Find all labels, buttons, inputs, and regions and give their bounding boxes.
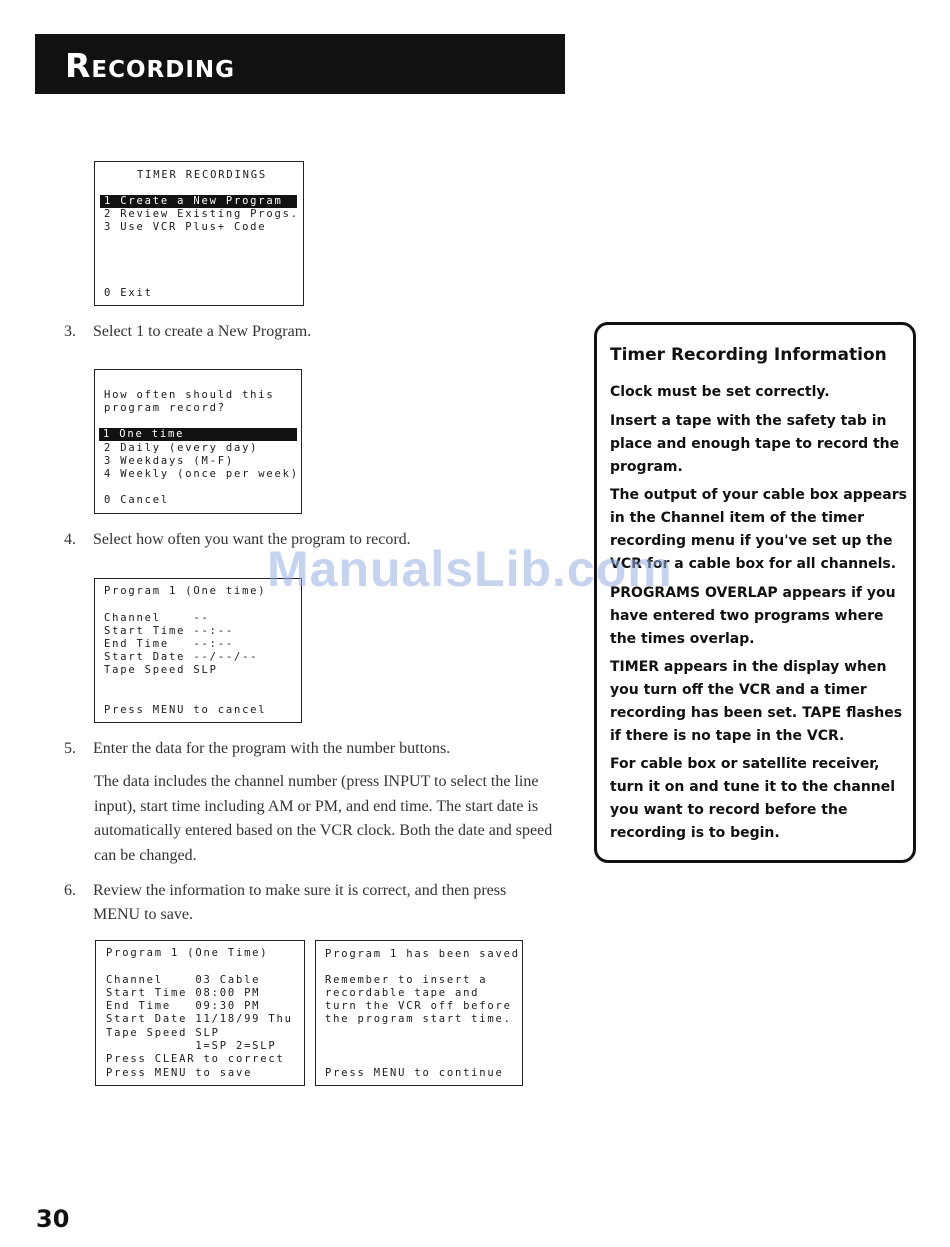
sidebar-title: Timer Recording Information — [610, 345, 887, 365]
start-date-row: Start Date --/--/-- — [104, 651, 259, 663]
section-header — [35, 34, 565, 94]
option-daily: 2 Daily (every day) — [104, 442, 259, 454]
data-explanation-paragraph: The data includes the channel number (press INPUT to select the line input), start time including AM or PM, and end time. The start date is automatically entered based on the VCR clock. Both the date and speed can be changed. — [94, 773, 553, 864]
step-text: Select 1 to create a New Program. — [93, 323, 312, 340]
step-text: Enter the data for the program with the number buttons. — [93, 740, 451, 757]
footer-correct: Press CLEAR to correct — [106, 1053, 285, 1065]
prompt-line-2: program record? — [104, 402, 226, 414]
section-title: Recording — [65, 46, 236, 85]
tape-speed-row: Tape Speed SLP — [104, 664, 218, 676]
step-number: 3. — [64, 323, 76, 340]
program-filled-screen — [95, 940, 305, 1086]
option-weekdays: 3 Weekdays (M-F) — [104, 455, 234, 467]
screen-title: Program 1 has been saved — [325, 948, 520, 960]
program-entry-screen — [94, 578, 302, 723]
start-time-row: Start Time 08:00 PM — [106, 987, 261, 999]
menu-item-review: 2 Review Existing Progs. — [104, 208, 299, 220]
option-cancel: 0 Cancel — [104, 494, 169, 506]
step-number: 4. — [64, 531, 76, 548]
program-saved-screen — [315, 940, 523, 1086]
message-line-4: the program start time. — [325, 1013, 512, 1025]
option-one-time: 1 One time — [99, 428, 297, 441]
sidebar-item-cable-output: The output of your cable box appears in the Channel item of the timer recording menu if you've set up the VCR for a cable box for all channels. — [610, 487, 907, 572]
sidebar-item-tape: Insert a tape with the safety tab in place and enough tape to record the program. — [610, 413, 900, 475]
step-number: 5. — [64, 740, 76, 757]
sidebar-item-cable-box: For cable box or satellite receiver, turn it on and tune it to the channel you want to record before the recording is to begin. — [610, 756, 896, 841]
sidebar-item-clock: Clock must be set correctly. — [610, 384, 830, 400]
channel-row: Channel -- — [104, 612, 210, 624]
message-line-1: Remember to insert a — [325, 974, 488, 986]
option-weekly: 4 Weekly (once per week) — [104, 468, 299, 480]
sidebar-item-overlap: PROGRAMS OVERLAP appears if you have entered two programs where the times overlap. — [610, 585, 896, 647]
step-number: 6. — [64, 882, 76, 899]
page-number: 30 — [36, 1205, 70, 1233]
step-text-line-2: MENU to save. — [93, 906, 193, 923]
message-line-2: recordable tape and — [325, 987, 480, 999]
watermark: ManualsLib.com — [267, 541, 673, 597]
speed-options-row: 1=SP 2=SLP — [106, 1040, 277, 1052]
screen-footer: Press MENU to cancel — [104, 704, 267, 716]
footer-save: Press MENU to save — [106, 1067, 253, 1079]
screen-title: TIMER RECORDINGS — [137, 169, 267, 181]
end-time-row: End Time --:-- — [104, 638, 234, 650]
timer-recordings-screen — [94, 161, 304, 306]
message-line-3: turn the VCR off before — [325, 1000, 512, 1012]
tape-speed-row: Tape Speed SLP — [106, 1027, 220, 1039]
sidebar-item-timer-display: TIMER appears in the display when you turn off the VCR and a timer recording has been set. TAPE flashes if there is no tape in the VCR. — [610, 659, 903, 744]
start-time-row: Start Time --:-- — [104, 625, 234, 637]
prompt-line-1: How often should this — [104, 389, 275, 401]
end-time-row: End Time 09:30 PM — [106, 1000, 261, 1012]
menu-item-create: 1 Create a New Program — [100, 195, 297, 208]
step-text-line-1: Review the information to make sure it is correct, and then press — [93, 882, 507, 899]
start-date-row: Start Date 11/18/99 Thu — [106, 1013, 293, 1025]
channel-row: Channel 03 Cable — [106, 974, 261, 986]
menu-item-vcrplus: 3 Use VCR Plus+ Code — [104, 221, 267, 233]
step-text: Select how often you want the program to record. — [93, 531, 411, 548]
screen-title: Program 1 (One time) — [104, 585, 267, 597]
menu-item-exit: 0 Exit — [104, 287, 153, 299]
screen-footer: Press MENU to continue — [325, 1067, 504, 1079]
frequency-screen — [94, 369, 302, 514]
screen-title: Program 1 (One Time) — [106, 947, 269, 959]
